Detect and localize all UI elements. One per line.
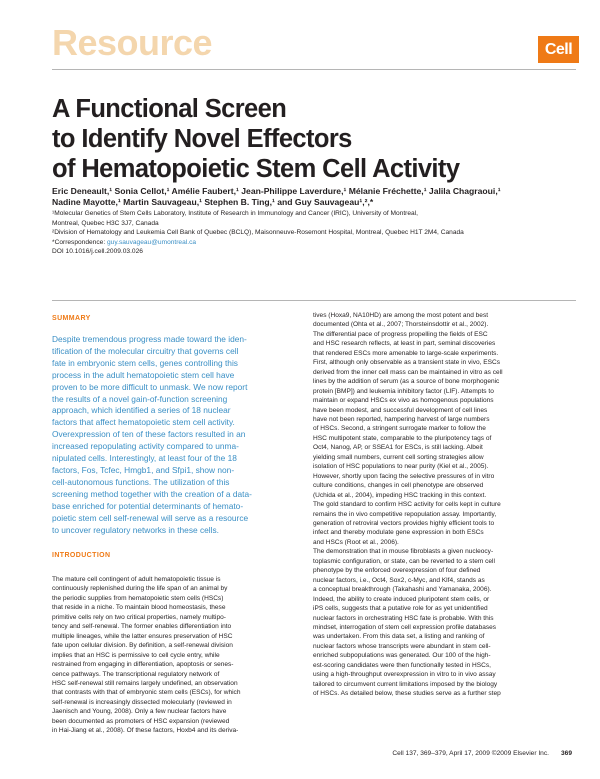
affiliation-line: ¹Molecular Genetics of Stem Cells Laboratory, Institute of Research in Immunology and Cancer (IRIC), University of Montreal, [52,210,418,217]
intro-line: continuously replenished during the life span of an animal by [52,585,228,593]
body-line: and HSC research reflects, at least in part, seminal discoveries [313,340,496,348]
body-line: was undertaken. From this data set, a listing and ranking of [313,633,485,641]
body-line: yielding small numbers, current cell sorting strategies allow [313,453,484,461]
intro-line: tency and self-renewal. The former enables differentiation into [52,623,232,631]
intro-line: cence pathways. The transcriptional regulatory network of [52,670,220,678]
body-line: infect and thereby modulate gene expression in both ESCs [313,529,484,537]
body-line: maintain or expand HSCs ex vivo as homogenous populations [313,397,494,405]
journal-logo: Cell [538,36,579,63]
body-line: of HSCs. Second, a stringent surrogate marker to follow the [313,425,486,433]
body-line: est-scoring candidates were then functionally tested in HSCs, [313,661,491,669]
summary-line: approach, which identified a series of 18 nuclear [52,405,231,416]
body-line: protein [BMP]) and leukemia inhibitory factor (LIF). Attempts to [313,387,494,395]
body-line: phenotype by the enforced overexpression of four defined [313,567,481,575]
page-number: 369 [560,750,572,757]
intro-line: fate upon cellular division. By definition, a self-renewal division [52,642,233,650]
affiliation-line: ²Division of Hematology and Leukemia Cell Bank of Quebec (BCLQ), Maisonneuve-Rosemont Hospital, Montreal, Quebec H1T 2M4, Canada [52,229,464,237]
summary-line: fate in embryonic stem cells, genes controlling this [52,357,238,368]
right-column-text [313,311,575,699]
intro-line: in Hai-Jiang et al., 2008). Of these factors, Hoxb4 and its deriva- [52,727,239,735]
summary-line: screening method together with the creation of a data- [52,488,252,499]
body-line: First, although only observable as a transient state in vivo, ESCs [313,359,501,367]
intro-line: the periodic supplies from hematopoietic stem cells (HSCs) [52,594,224,602]
summary-line: to uncover regulatory networks in these cells. [52,524,219,535]
body-line: nuclear factors in orchestrating HSC fate is probable. With this [313,614,494,622]
body-line: mindset, interrogation of stem cell expression profile databases [313,623,497,631]
body-line: tives (Hoxa9, NA10HD) are among the most potent and best [313,312,489,319]
title-line: A Functional Screen [52,95,287,123]
intro-line: primitive cells rely on two critical properties, namely multipo- [52,613,226,621]
body-line: iPS cells, suggests that a putative role for as yet unidentified [313,605,488,613]
intro-line: Jaenisch and Young, 2008). Only a few nuclear factors have [52,708,227,716]
body-line: have been modest, and successful development of cell lines [313,406,488,414]
doi[interactable]: DOI 10.1016/j.cell.2009.03.026 [52,248,143,256]
body-line: enriched subpopulations was generated. Our 100 of the high- [313,652,491,660]
intro-line: implies that an HSC is permissive to cell cycle entry, while [52,651,220,659]
body-line: a conceptual breakthrough (Takahashi and Yamanaka, 2006). [313,586,492,594]
summary-line: increased repopulating activity compared to unma- [52,441,239,452]
affiliations [52,209,576,257]
summary-line: process in the adult hematopoietic stem cell have [52,369,235,380]
summary-line: factors that affect hematopoietic stem cell activity. [52,417,235,428]
summary-line: nipulated cells. Interestingly, at least four of the 18 [52,453,237,464]
body-line: toplasmic configuration, or state, can be reverted to a stem cell [313,557,495,565]
body-line: have not been reported, hampering harvest of large numbers [313,415,490,423]
abstract-divider [52,300,576,301]
correspondence-label: *Correspondence: [52,238,107,246]
body-line: documented (Ohta et al., 2007; Thorsteinsdottir et al., 2002). [313,321,489,329]
body-line: using a high-throughput overexpression in vitro to in vivo assay [313,671,496,679]
intro-line: that contrasts with that of embryonic stem cells (ESCs), for which [52,689,241,697]
correspondence [52,238,576,248]
article-title [52,94,572,184]
footer-citation: Cell 137, 369–379, April 17, 2009 ©2009 Elsevier Inc. [392,750,549,757]
body-line: and HSCs (Root et al., 2006). [313,538,399,546]
intro-line: HSC self-renewal still remains largely undefined, an observation [52,679,238,687]
summary-text [52,334,297,536]
intro-line: been documented as promoters of HSC expansion (reviewed [52,717,230,725]
intro-line: multiple lineages, while the latter ensures preservation of HSC [52,632,233,640]
body-line: derived from the inner cell mass can be maintained in vitro as cell [313,368,503,376]
title-line: to Identify Novel Effectors [52,125,352,153]
body-line: HSC multipotent state, comparable to the pluripotency tags of [313,434,492,442]
summary-line: poietic stem cell self-renewal will serve as a resource [52,512,249,523]
summary-heading: SUMMARY [52,315,91,322]
header-divider [52,69,576,70]
author-line: Nadine Mayotte,¹ Martin Sauvageau,¹ Stephen B. Ting,¹ and Guy Sauvageau¹,²,* [52,197,374,208]
summary-line: base enriched for potential determinants of hemato- [52,500,244,511]
body-line: nuclear factors whose transcripts were abundant in stem cell- [313,642,491,650]
body-line: (Uchida et al., 2004), impeding HSC tracking in this context. [313,491,487,499]
body-line: that rendered ESCs more amenable to large-scale experiments. [313,349,499,357]
summary-line: Despite tremendous progress made toward the iden- [52,334,247,344]
body-line: isolation of HSC populations to near purity (Kiel et al., 2005). [313,463,489,471]
body-line: generation of retroviral vectors provides highly efficient tools to [313,519,495,527]
intro-line: that reside in a niche. To maintain blood homeostasis, these [52,604,226,612]
body-line: The differential pace of progress propelling the fields of ESC [313,330,488,338]
affiliation-line: Montreal, Quebec H3C 3J7, Canada [52,219,159,227]
body-line: The demonstration that in mouse fibroblasts a given nucleocy- [313,548,494,556]
intro-line: The mature cell contingent of adult hematopoietic tissue is [52,576,221,583]
summary-line: proven to be more difficult to unmask. We now report [52,381,248,392]
summary-line: cell-autonomous functions. The utilization of this [52,476,230,487]
title-line: of Hematopoietic Stem Cell Activity [52,155,460,183]
body-line: Oct4, Nanog, AP, or SSEA1 for ESCs, is still lacking. Albeit [313,444,483,452]
section-label: Resource [52,22,213,63]
body-line: remains the in vivo competitive repopulation assay. Importantly, [313,510,497,518]
body-line: However, shortly upon facing the selective pressures of in vitro [313,472,495,480]
introduction-heading: INTRODUCTION [52,552,111,559]
body-line: tailored to circumvent current limitations imposed by the biology [313,680,498,688]
correspondence-email-link[interactable]: guy.sauvageau@umontreal.ca [106,238,197,246]
intro-line: restrained from engaging in differentiation, apoptosis or senes- [52,661,234,669]
summary-line: the results of a novel gain-of-function screening [52,393,228,404]
body-line: culture conditions, changes in cell phenotype are observed [313,482,484,490]
introduction-text [52,575,297,736]
author-line: Eric Deneault,¹ Sonia Cellot,¹ Amélie Faubert,¹ Jean-Philippe Laverdure,¹ Mélanie Fréchette,¹ Jalila Chagraoui,¹ [52,186,501,196]
summary-line: Overexpression of ten of these factors resulted in an [52,429,246,440]
body-line: nuclear factors, i.e., Oct4, Sox2, c-Myc, and Klf4, stands as [313,576,485,584]
body-line: The gold standard to confirm HSC activity for cells kept in culture [313,501,501,509]
body-line: of HSCs. As detailed below, these studies serve as a further step [313,690,501,698]
summary-line: tification of the molecular circuitry that governs cell [52,345,239,356]
page-footer [392,750,572,757]
author-list [52,186,572,208]
summary-line: factors, Fos, Tcfec, Hmgb1, and Sfpi1, show non- [52,464,235,475]
intro-line: self-renewal is increasingly dissected molecularly (reviewed in [52,698,232,706]
body-line: lines by the addition of serum (as a source of bone morphogenic [313,378,500,386]
body-line: Indeed, the ability to create induced pluripotent stem cells, or [313,595,490,603]
